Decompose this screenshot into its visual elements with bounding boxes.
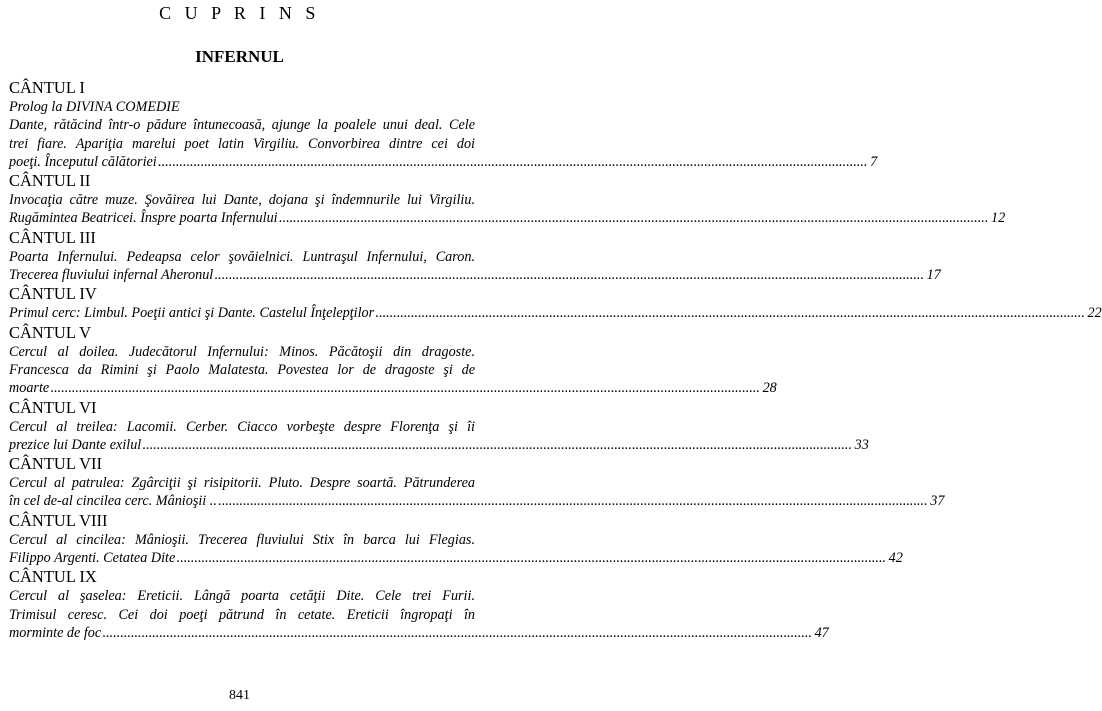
summary-line: Cercul al doilea. Judecătorul Infernului: Minos. Păcătoşii din dragoste.: [9, 343, 475, 360]
summary-line: Cercul al cincilea: Mânioşii. Trecerea fluviului Stix în barca lui Flegias.: [9, 531, 475, 548]
page-reference: 7: [870, 153, 878, 170]
toc-entry: [9, 78, 878, 171]
summary-last-line: [9, 624, 829, 642]
page-reference: 12: [990, 210, 1006, 227]
summary-line: Dante, rătăcind într-o pădure întunecoasă, ajunge la poalele unui deal. Cele: [9, 117, 475, 134]
page-reference: 47: [814, 624, 829, 641]
summary-last-line: [9, 266, 941, 284]
summary-last-line: [9, 436, 869, 454]
summary-text: în cel de-al cincilea cerc. Mânioşii ..: [9, 493, 217, 510]
summary-last-line: [9, 153, 878, 171]
summary-text: morminte de foc: [9, 624, 102, 641]
dot-leader: ........................................................................................................................................................................................................: [278, 210, 988, 227]
summary-text: Primul cerc: Limbul. Poeţii antici şi Dante. Castelul Înţelepţilor: [9, 305, 375, 322]
toc-entry: [9, 454, 945, 511]
summary-text: poeţi. Începutul călătoriei: [9, 153, 157, 170]
canto-title: CÂNTUL VII: [9, 454, 103, 474]
canto-title: CÂNTUL IX: [9, 567, 97, 587]
dot-leader: ........................................................................................................................................................................................................: [142, 436, 852, 453]
toc-entry: [9, 397, 869, 455]
summary-last-line: [9, 209, 1006, 227]
dot-leader: ........................................................................................................................................................................................................: [214, 267, 924, 284]
toc-entry: [9, 567, 829, 642]
dot-leader: ........................................................................................................................................................................................................: [217, 493, 928, 510]
part-title: INFERNUL: [195, 47, 284, 66]
summary-last-line: [9, 492, 945, 510]
summary-text: Rugămintea Beatricei. Înspre poarta Infernului: [9, 210, 278, 227]
page-reference: 17: [926, 267, 941, 284]
contents-heading: C U P R I N S: [159, 3, 320, 23]
canto-title: CÂNTUL IV: [9, 284, 97, 304]
page-reference: 28: [762, 380, 777, 397]
dot-leader: ........................................................................................................................................................................................................: [50, 380, 760, 397]
summary-line: Trimisul ceresc. Cei doi poeţi pătrund în cetate. Ereticii îngropaţi în: [9, 606, 475, 623]
summary-text: moarte: [9, 380, 50, 397]
toc-entry: [9, 510, 903, 568]
page-number: 841: [229, 688, 250, 703]
page-reference: 33: [854, 436, 869, 453]
page-reference: 42: [888, 550, 903, 567]
summary-last-line: [9, 379, 777, 397]
dot-leader: ........................................................................................................................................................................................................: [176, 550, 886, 567]
canto-title: CÂNTUL V: [9, 322, 92, 342]
summary-text: prezice lui Dante exilul: [9, 436, 142, 453]
canto-title: CÂNTUL I: [9, 78, 85, 97]
canto-title: CÂNTUL III: [9, 227, 96, 247]
summary-text: Filippo Argenti. Cetatea Dite: [9, 550, 176, 567]
summary-last-line: [9, 549, 903, 567]
table-of-contents: [9, 78, 1102, 642]
canto-title: CÂNTUL II: [9, 171, 91, 191]
summary-line: Prolog la DIVINA COMEDIE: [9, 99, 180, 115]
summary-line: Invocaţia către muze. Şovăirea lui Dante, dojana şi îndemnurile lui Virgiliu.: [9, 192, 475, 209]
page-reference: 22: [1087, 305, 1102, 322]
summary-line: Cercul al patrulea: Zgârciţii şi risipitorii. Pluto. Despre soartă. Pătrunderea: [9, 475, 475, 492]
dot-leader: ........................................................................................................................................................................................................: [157, 153, 868, 170]
canto-title: CÂNTUL VIII: [9, 510, 108, 530]
toc-entry: [9, 171, 1006, 228]
toc-entry: [9, 227, 941, 285]
dot-leader: ........................................................................................................................................................................................................: [375, 305, 1085, 322]
toc-entry: [9, 284, 1102, 322]
dot-leader: ........................................................................................................................................................................................................: [102, 624, 812, 641]
canto-title: CÂNTUL VI: [9, 397, 97, 417]
summary-last-line: [9, 304, 1102, 322]
summary-line: Poarta Infernului. Pedeapsa celor şovăielnici. Luntraşul Infernului, Caron.: [9, 248, 475, 265]
summary-line: Francesca da Rimini şi Paolo Malatesta. Povestea lor de dragoste şi de: [9, 361, 475, 378]
summary-line: Cercul al treilea: Lacomii. Cerber. Ciacco vorbeşte despre Florenţa şi îi: [9, 418, 475, 435]
page-reference: 37: [930, 493, 945, 510]
toc-entry: [9, 322, 777, 398]
summary-line: trei fiare. Apariţia marelui poet latin Virgiliu. Convorbirea dintre cei doi: [9, 135, 475, 152]
summary-line: Cercul al şaselea: Ereticii. Lângă poarta cetăţii Dite. Cele trei Furii.: [9, 588, 475, 605]
summary-text: Trecerea fluviului infernal Aheronul: [9, 267, 214, 284]
